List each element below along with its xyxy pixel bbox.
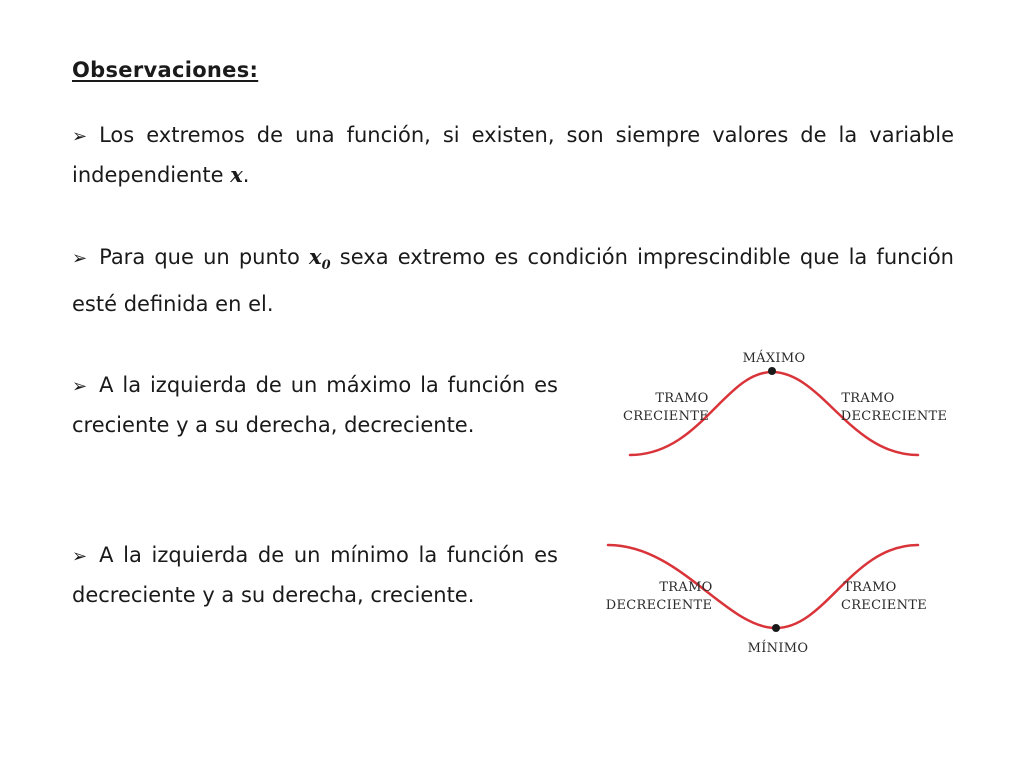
minimum-label: MÍNIMO <box>747 641 809 656</box>
maximum-left-label-1: TRAMO <box>655 391 709 406</box>
arrow-bullet-icon: ➢ <box>72 248 88 269</box>
minimum-point <box>772 624 780 632</box>
variable-x0-subscript: 0 <box>321 258 331 274</box>
item-1-text: Los extremos de una función, si existen, son siempre valores de la variable independiente <box>72 123 954 187</box>
item-2-text-end: sexa extremo es condición imprescindible que la función esté definida en el. <box>72 245 954 317</box>
variable-x: x <box>230 162 243 187</box>
minimum-left-label-1: TRAMO <box>659 580 713 595</box>
maximum-right-label-2: DECRECIENTE <box>840 409 948 424</box>
arrow-bullet-icon: ➢ <box>72 376 88 397</box>
item-3-text: A la izquierda de un máximo la función es creciente y a su derecha, decreciente. <box>72 373 558 437</box>
maximum-label: MÁXIMO <box>742 351 806 366</box>
item-2-text: Para que un punto <box>99 245 310 269</box>
maximum-diagram <box>623 350 947 455</box>
arrow-bullet-icon: ➢ <box>72 546 88 567</box>
maximum-left-label-2: CRECIENTE <box>622 409 710 424</box>
section-heading: Observaciones: <box>72 58 259 82</box>
item-1-text-end: . <box>242 163 250 187</box>
minimum-left-label-2: DECRECIENTE <box>605 598 713 613</box>
minimum-right-label-1: TRAMO <box>843 580 897 595</box>
minimum-diagram <box>606 545 927 656</box>
arrow-bullet-icon: ➢ <box>72 126 88 147</box>
item-4-text: A la izquierda de un mínimo la función es decreciente y a su derecha, creciente. <box>72 543 558 607</box>
maximum-right-label-1: TRAMO <box>841 391 895 406</box>
minimum-right-label-2: CRECIENTE <box>840 598 928 613</box>
variable-x0-base: x <box>309 244 322 269</box>
maximum-point <box>768 367 776 375</box>
